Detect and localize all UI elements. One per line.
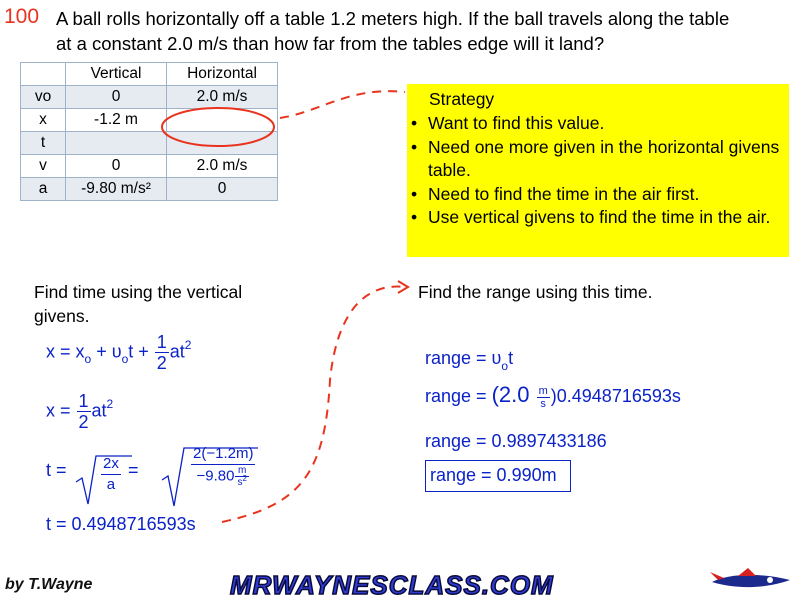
problem-text-line2: at a constant 2.0 m/s than how far from the tables edge will it land?	[56, 33, 605, 54]
table-cell: a	[21, 178, 66, 201]
table-cell: t	[21, 132, 66, 155]
ellipse-to-strategy-arrow	[280, 91, 405, 118]
equation-range: range = $\upsilon_ot$	[425, 348, 514, 373]
site-logo-text: MRWAYNESCLASS.COM	[230, 570, 554, 600]
equation-range-final: range = 0.990m	[430, 465, 557, 485]
right-caption: Find the range using this time.	[418, 282, 653, 302]
table-cell: 0	[66, 155, 167, 178]
strategy-box	[407, 84, 789, 257]
left-caption: Find time using the vertical givens.	[34, 282, 243, 326]
strategy-list	[411, 112, 781, 230]
strategy-bullet: • Need one more given in the horizontal givens table.	[411, 136, 781, 183]
strategy-bullet: • Need to find the time in the air first.	[411, 183, 781, 207]
author-byline: by T.Wayne	[5, 576, 93, 593]
fraction: 2(−1.2m) −9.80 $\frac{m}{s^2}$	[193, 445, 254, 488]
table-cell: x	[21, 109, 66, 132]
fraction: $\frac{2x}{a}$	[103, 455, 119, 493]
strategy-bullet: • Want to find this value.	[411, 112, 781, 136]
table-header-vertical: Vertical	[66, 63, 167, 86]
equation-range-substituted: range = (2.0 $\frac{m}{s}$ )0.4948716593s	[425, 382, 681, 410]
equation-simplified: x = $\frac{1}{2}$ $at^2$	[46, 391, 114, 432]
equation-displacement: $x = x_o + \upsilon_ot$ + $\frac{1}{2}$ $at^2$	[46, 332, 192, 373]
table-cell: -9.80 m/s²	[66, 178, 167, 201]
fraction: $\frac{1}{2}$	[156, 332, 167, 373]
rocket-logo-icon	[708, 566, 794, 596]
table-cell: vo	[21, 86, 66, 109]
strategy-title: Strategy	[429, 89, 495, 109]
table-header-horizontal: Horizontal	[167, 63, 278, 86]
equation-range-raw: range = 0.9897433186	[425, 431, 607, 451]
fraction: $\frac{1}{2}$	[78, 391, 89, 432]
equation-time-result: t = 0.4948716593s	[46, 514, 196, 534]
table-cell: 2.0 m/s	[167, 86, 278, 109]
table-cell: 0	[66, 86, 167, 109]
problem-number: 100	[4, 5, 40, 28]
fraction: $\frac{m}{s}$	[538, 384, 548, 410]
table-cell: -1.2 m	[66, 109, 167, 132]
problem-text-line1: A ball rolls horizontally off a table 1.2 meters high. If the ball travels along the table	[56, 8, 730, 29]
table-cell: v	[21, 155, 66, 178]
strategy-bullet: • Use vertical givens to find the time in the air.	[411, 206, 781, 230]
highlight-ellipse	[162, 108, 274, 146]
table-cell: 2.0 m/s	[167, 155, 278, 178]
table-cell: 0	[167, 178, 278, 201]
